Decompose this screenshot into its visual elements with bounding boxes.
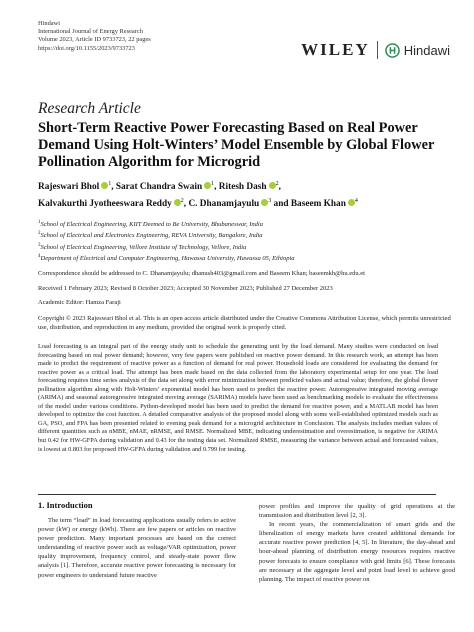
article-type: Research Article	[38, 100, 141, 117]
hindawi-logo-icon	[385, 43, 400, 58]
logo-divider	[377, 41, 378, 59]
affiliation-ref: 2	[275, 181, 279, 187]
copyright-notice: Copyright © 2023 Rajeswari Bhol et al. This is an open access article distributed under the Creative Commons Attribution License, which permits unrestricted use, distribution, and reproduction in any medium, provided the original work is properly cited.	[38, 315, 451, 331]
academic-editor: Academic Editor: Hamza Faraji	[38, 299, 121, 306]
publisher-logos	[301, 40, 450, 60]
abstract-text: Load forecasting is an integral part of the energy study unit to schedule the generating unit by the load demand. Many studies were conducted on load forecasting based on real power demand; however, very few papers were published on reactive power demand. In this research work, an attempt has been made to predict the requirement of reactive power as a function of demand for real power. Household loads are considered for evaluating the demand for reactive power as a critical load. The attempt has been made based on the data collected from the laboratory experimental setup for one year. The load forecasting requires time series analysis of the data set along with error minimization between predicted values and actual value; therefore, the global flower pollination algorithm along with Holt-Winters’ exponential model has been used to predict the reactive power. Autoregressive integrated moving average (ARIMA) and seasonal autoregressive integrated moving average (SARIMA) models have been used as benchmarking models to evaluate the effectiveness of the model under various conditions. Python-developed model has been used to predict the demand for reactive power, and a MATLAB model has been developed to optimize the cost function. A detailed comparative analysis of the proposed model along with some well-established optimized models such as GA, PSO, and FPA has been presented related to evening peak demand for a microgrid architecture in Conclusion. The analysis includes median values of different quantities such as nMBE, nMAE, nRMSE, and RMSE. Normalized MBE, indicating underestimation and overestimation, is negative for ARIMA but 0.42 for HW-GFPA during validation and 0.43 for the testing data set. Normalized RMSE, measuring the variance between actual and forecasted values, is lowest at 0.803 for proposed HW-GFPA during validation and 0.799 for testing.	[38, 343, 438, 453]
volume-info: Volume 2023, Article ID 9733723, 22 pages	[38, 36, 151, 44]
publisher-name: Hindawi	[38, 20, 61, 27]
affiliation-ref: 4	[354, 198, 358, 205]
correspondence-line: Correspondence should be addressed to C. Dhanamjayulu; dhanush403@gmail.com and Baseem Khan; baseemkh@hu.edu.et	[38, 270, 365, 277]
body-column-right	[259, 502, 455, 584]
orcid-icon[interactable]	[348, 199, 355, 206]
publication-dates: Received 1 February 2023; Revised 8 October 2023; Accepted 30 November 2023; Published 27 December 2023	[38, 285, 333, 292]
hindawi-logo-text: Hindawi	[403, 42, 450, 58]
author-name[interactable]: C. Dhanamjayulu	[188, 199, 260, 210]
doi-link[interactable]: https://doi.org/10.1155/2023/9733723	[38, 44, 135, 52]
affiliation-ref: 3	[268, 198, 272, 205]
body-paragraph: In recent years, the commercialization of smart grids and the liberalization of energy markets have created additional demands for accurate reactive power prediction [4, 5]. In literature, the day-ahead and hour-ahead planning of distribution energy resources requires reactive power forecasts to ensure compliance with grid limits [6]. These forecasts are necessary at the aggregate level and point load level to achieve good planning. The impact of reactive power on	[259, 521, 455, 583]
affiliation-item: $^2$School of Electrical and Electronics Engineering, REVA University, Bangalore, India	[38, 231, 263, 240]
affiliation-item: $^1$School of Electrical Engineering, KIIT Deemed to Be University, Bhubaneswar, India	[38, 220, 263, 229]
body-paragraph: The term “load” in load forecasting applications usually refers to active power (kW) or energy (kWh). There are few papers or articles on reactive power prediction. Many important processes are based on the correct understanding of reactive power such as voltage/VAR optimization, power quality improvement, frequency control, and steady-state power flow analysis [1]. Therefore, accurate reactive power forecasting is necessary for power engineers to understand future reactive	[38, 517, 236, 579]
orcid-icon[interactable]	[269, 182, 276, 189]
affiliation-ref: 1	[211, 181, 215, 187]
section-heading: 1. Introduction	[38, 500, 93, 510]
affiliation-ref: 2	[180, 198, 184, 205]
author-name[interactable]: Kalvakurthi Jyotheeswara Reddy	[38, 199, 172, 210]
author-name[interactable]: Ritesh Dash	[218, 182, 267, 193]
body-column-left	[38, 516, 236, 580]
author-name[interactable]: Baseem Khan	[290, 199, 346, 210]
orcid-icon[interactable]	[174, 199, 181, 206]
affiliation-list	[38, 218, 458, 264]
wiley-logo: WILEY	[301, 40, 370, 59]
section-divider	[38, 494, 436, 495]
body-paragraph: power profiles and improve the quality of grid operations at the transmission and distribution level [2, 3].	[259, 503, 455, 520]
author-list: Rajeswari Bhol $^1$, Sarat Chandra Swain $^1$, Ritesh Dash $^2$, Kalvakurthi Jyotheeswara Reddy $^2$, C. Dhanamjayulu $^3$ and Baseem Khan $^4$	[38, 181, 358, 210]
affiliation-item: $^3$School of Electrical Engineering, Vellore Institute of Technology, Vellore, India	[38, 242, 247, 252]
affiliation-item: $^4$Department of Electrical and Computer Engineering, Hawassa University, Hawassa 05, Ethiopia	[38, 254, 295, 263]
article-title: Short-Term Reactive Power Forecasting Based on Real Power Demand Using Holt-Winters’ Model Ensemble by Global Flower Pollination Algorithm for Microgrid	[38, 120, 435, 170]
journal-name: International Journal of Energy Research	[38, 28, 143, 36]
journal-masthead	[38, 20, 238, 53]
author-name[interactable]: Rajeswari Bhol	[38, 182, 100, 193]
affiliation-ref: 1	[108, 181, 112, 187]
author-name[interactable]: Sarat Chandra Swain	[115, 182, 203, 193]
